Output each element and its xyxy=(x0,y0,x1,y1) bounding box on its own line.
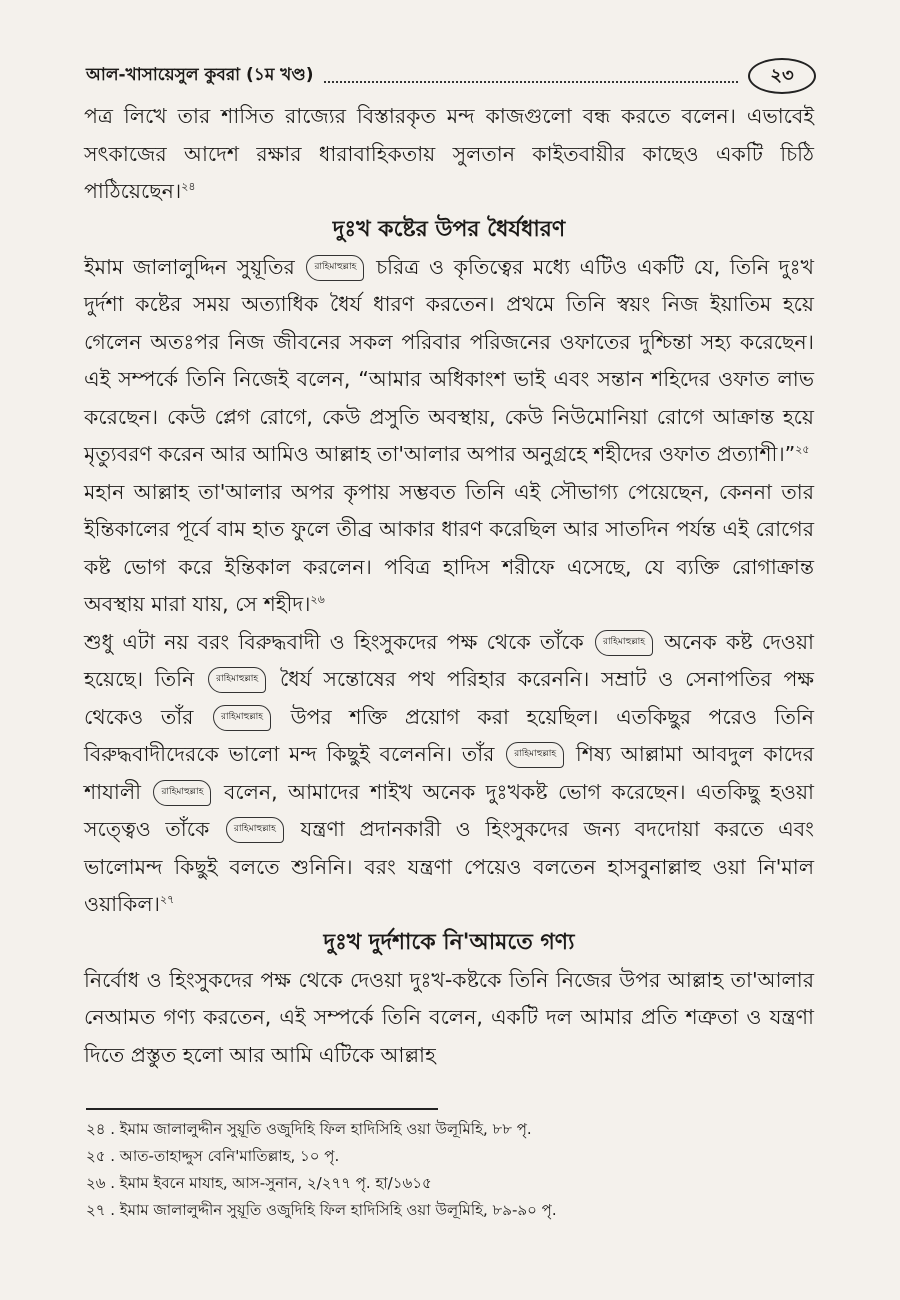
header-dotted-leader xyxy=(324,81,738,83)
section-heading-patience: দুঃখ কষ্টের উপর ধৈর্যধারণ xyxy=(332,216,566,242)
paragraph-1 xyxy=(84,98,814,211)
footnote-ref-25: ২৫ xyxy=(795,443,810,457)
paragraph-4-text-e: শিষ্য আল্লামা আবদুল কাদের শাযালী xyxy=(84,742,814,804)
footnote-27: ২৭ . ইমাম জালালুদ্দীন সুয়ূতি ওজুদিহি ফিল হাদিসিহি ওয়া উলূমিহি, ৮৯-৯০ পৃ. xyxy=(86,1201,557,1219)
page-number: ২৩ xyxy=(748,58,816,94)
footnote-25: ২৫ . আত-তাহাদ্দুস বেনি'মাতিল্লাহ, ১০ পৃ. xyxy=(86,1147,340,1165)
footnote-ref-24: ২৪ xyxy=(181,180,196,194)
footnote-26: ২৬ . ইমাম ইবনে মাযাহ, আস-সুনান, ২/২৭৭ পৃ. হা/১৬১৫ xyxy=(86,1174,432,1192)
honorific-ligature-icon: রাহিমাহুল্লাহ xyxy=(595,630,653,656)
paragraph-5 xyxy=(84,962,814,1075)
page-body xyxy=(84,98,814,1074)
paragraph-4-text-b: অনেক কষ্ট দেওয়া হয়েছে। তিনি xyxy=(84,629,814,691)
paragraph-3-text: মহান আল্লাহ তা'আলার অপর কৃপায় সম্ভবত তিনি এই সৌভাগ্য পেয়েছেন, কেননা তার ইন্তিকালের পূর্বে বাম হাত ফুলে তীব্র আকার ধারণ করেছিল আর সাতদিন পর্যন্ত এই রোগের কষ্ট ভোগ করে ইন্তিকাল করলেন। পবিত্র হাদিস শরীফে এসেছে, যে ব্যক্তি রোগাক্রান্ত অবস্থায় মারা যায়, সে শহীদ। xyxy=(84,479,814,616)
paragraph-1-text: পত্র লিখে তার শাসিত রাজ্যের বিস্তারকৃত মন্দ কাজগুলো বন্ধ করতে বলেন। এভাবেই সৎকাজের আদেশ রক্ষার ধারাবাহিকতায় সুলতান কাইতবায়ীর কাছেও একটি চিঠি পাঠিয়েছেন। xyxy=(84,104,814,203)
honorific-ligature-icon: রাহিমাহুল্লাহ xyxy=(506,742,564,768)
paragraph-3 xyxy=(84,474,814,624)
paragraph-4-text-a: শুধু এটা নয় বরং বিরুদ্ধবাদী ও হিংসুকদের পক্ষ থেকে তাঁকে xyxy=(84,629,584,654)
footnote-ref-27: ২৭ xyxy=(159,893,175,907)
honorific-ligature-icon: রাহিমাহুল্লাহ xyxy=(153,780,211,806)
honorific-ligature-icon: রাহিমাহুল্লাহ xyxy=(213,705,271,731)
paragraph-2-text-a: ইমাম জালালুদ্দিন সুয়ূতির xyxy=(84,254,295,279)
honorific-ligature-icon: রাহিমাহুল্লাহ xyxy=(208,667,266,693)
honorific-ligature-icon: রাহিমাহুল্লাহ xyxy=(226,817,284,843)
honorific-ligature-icon: রাহিমাহুল্লাহ xyxy=(306,255,364,281)
footnote-ref-26: ২৬ xyxy=(310,593,325,607)
footnote-divider xyxy=(86,1108,438,1110)
paragraph-2-text-b: চরিত্র ও কৃতিত্বের মধ্যে এটিও একটি যে, তিনি দুঃখ দুর্দশা কষ্টের সময় অত্যাধিক ধৈর্য ধারণ করতেন। প্রথমে তিনি স্বয়ং নিজ ইয়াতিম হয়ে গেলেন অতঃপর নিজ জীবনের সকল পরিবার পরিজনের ওফাতের দুশ্চিন্তা সহ্য করেছেন। এই সম্পর্কে তিনি নিজেই বলেন, “আমার অধিকাংশ ভাই এবং সন্তান শহিদের ওফাত লাভ করেছেন। কেউ প্লেগ রোগে, কেউ প্রসুতি অবস্থায়, কেউ নিউমোনিয়া রোগে আক্রান্ত হয়ে মৃত্যুবরণ করেন আর আমিও আল্লাহ তা'আলার অপার অনুগ্রহে শহীদের ওফাত প্রত্যাশী।” xyxy=(84,254,814,466)
paragraph-2 xyxy=(84,249,814,474)
paragraph-4 xyxy=(84,624,814,924)
paragraph-4-text-f: বলেন, আমাদের শাইখ অনেক দুঃখকষ্ট ভোগ করেছেন। এতকিছু হওয়া সত্ত্বেও তাঁকে xyxy=(84,779,814,841)
paragraph-5-text: নির্বোধ ও হিংসুকদের পক্ষ থেকে দেওয়া দুঃখ-কষ্টকে তিনি নিজের উপর আল্লাহ তা'আলার নেআমত গণ্য করতেন, এই সম্পর্কে তিনি বলেন, একটি দল আমার প্রতি শত্রুতা ও যন্ত্রণা দিতে প্রস্তুত হলো আর আমি এটিকে আল্লাহ xyxy=(84,967,814,1067)
paragraph-4-text-d: উপর শক্তি প্রয়োগ করা হয়েছিল। এতকিছুর পরেও তিনি বিরুদ্ধবাদীদেরকে ভালো মন্দ কিছুই বলেননি। তাঁর xyxy=(84,704,814,766)
footnote-24: ২৪ . ইমাম জালালুদ্দীন সুয়ূতি ওজুদিহি ফিল হাদিসিহি ওয়া উলূমিহি, ৮৮ পৃ. xyxy=(86,1120,532,1138)
footnotes xyxy=(86,1108,806,1224)
section-heading-blessing: দুঃখ দুর্দশাকে নি'আমতে গণ্য xyxy=(323,929,575,955)
running-title: আল-খাসায়েসুল কুবরা (১ম খণ্ড) xyxy=(86,65,314,85)
paragraph-4-text-c: ধৈর্য সন্তোষের পথ পরিহার করেননি। সম্রাট ও সেনাপতির পক্ষ থেকেও তাঁর xyxy=(84,667,814,729)
paragraph-4-text-g: যন্ত্রণা প্রদানকারী ও হিংসুকদের জন্য বদদোয়া করতে এবং ভালোমন্দ কিছুই বলতে শুনিনি। বরং যন্ত্রণা পেয়েও বলতেন হাসবুনাল্লাহু ওয়া নি'মাল ওয়াকিল। xyxy=(84,817,814,916)
page-header xyxy=(86,58,816,94)
